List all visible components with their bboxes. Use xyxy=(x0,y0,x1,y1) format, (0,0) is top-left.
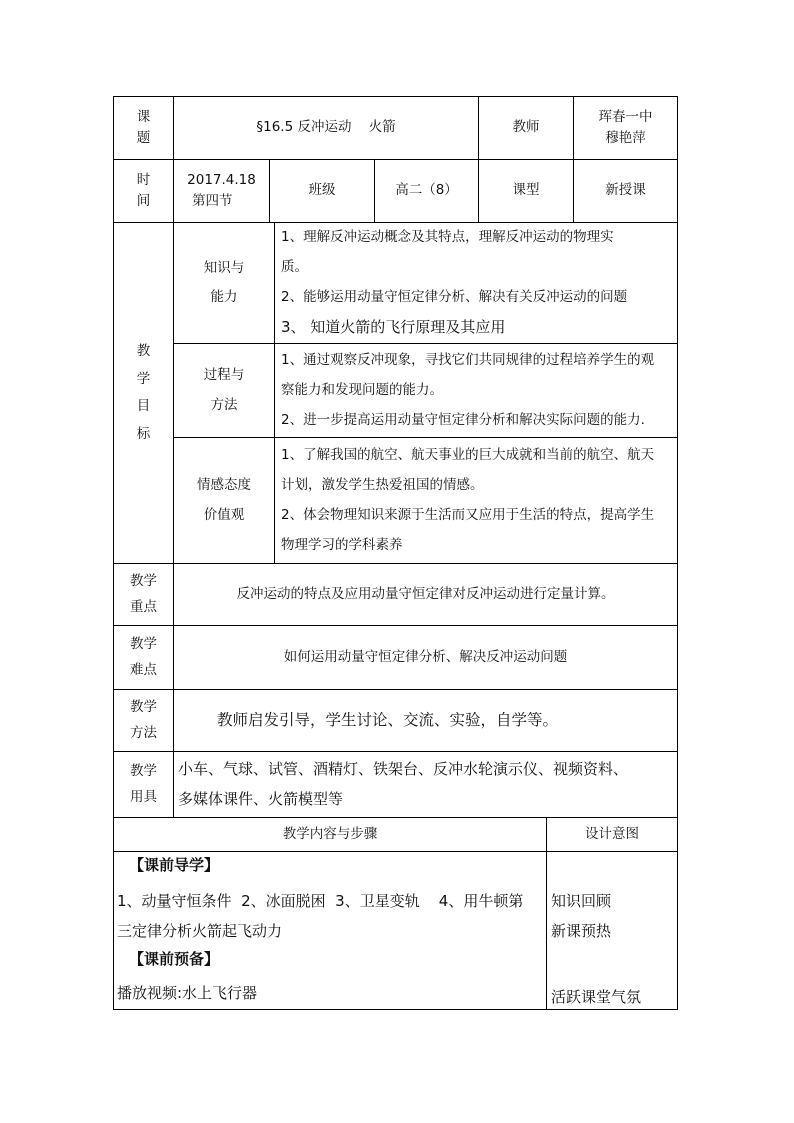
process-items xyxy=(281,345,677,435)
knowledge-item: 3、 知道火箭的飞行原理及其应用 xyxy=(281,318,506,336)
intent-line: 新课预热 xyxy=(551,922,612,940)
grid-line xyxy=(113,751,678,752)
emotion-item: 2、体会物理知识来源于生活而又应用于生活的特点，提高学生 xyxy=(281,507,655,523)
grid-line xyxy=(274,222,275,564)
teacher-value: 珲春一中 穆艳萍 xyxy=(598,108,653,146)
knowledge-item: 质。 xyxy=(281,259,308,275)
knowledge-item: 2、能够运用动量守恒定律分析、解决有关反冲运动的问题 xyxy=(281,289,628,305)
steps-header-content: 教学内容与步骤 xyxy=(282,825,378,842)
intent-line: 知识回顾 xyxy=(551,892,612,910)
emotion-label: 情感态度 价值观 xyxy=(197,477,251,523)
tools-line: 多媒体课件、火箭模型等 xyxy=(178,790,344,808)
preview-line: 1、动量守恒条件 2、冰面脱困 3、卫星变轨 4、用牛顿第 xyxy=(117,892,524,910)
prep-line: 播放视频:水上飞行器 xyxy=(117,984,258,1002)
class-label: 班级 xyxy=(308,182,336,199)
process-item: 2、进一步提高运用动量守恒定律分析和解决实际问题的能力. xyxy=(281,412,645,428)
steps-header-intent: 设计意图 xyxy=(585,825,639,842)
class-value: 高二（8） xyxy=(395,182,458,199)
type-label: 课型 xyxy=(512,182,540,199)
grid-line xyxy=(677,96,678,1010)
method-value: 教师启发引导，学生讨论、交流、实验，自学等。 xyxy=(217,710,559,729)
process-item: 察能力和发现问题的能力。 xyxy=(281,382,443,398)
knowledge-label: 知识与 能力 xyxy=(203,259,245,305)
prep-heading: 【课前预备】 xyxy=(129,950,220,968)
process-label: 过程与 方法 xyxy=(203,367,245,413)
method-label: 教学 方法 xyxy=(130,699,157,741)
tools-line: 小车、气球、试管、酒精灯、铁架台、反冲水轮演示仪、视频资料、 xyxy=(178,760,629,778)
objectives-label: 教 学 目 标 xyxy=(136,343,151,442)
difficulty-value: 如何运用动量守恒定律分析、解决反冲运动问题 xyxy=(283,648,568,665)
time-label: 时 间 xyxy=(136,171,151,209)
process-item: 1、通过观察反冲现象，寻找它们共同规律的过程培养学生的观 xyxy=(281,352,655,368)
topic-label: 课 题 xyxy=(136,108,151,146)
teacher-label: 教师 xyxy=(512,119,540,136)
steps-intent xyxy=(551,886,677,1012)
knowledge-item: 1、理解反冲运动概念及其特点，理解反冲运动的物理实 xyxy=(281,229,614,245)
type-value: 新授课 xyxy=(605,182,646,199)
steps-content xyxy=(117,850,545,1008)
date-value: 2017.4.18 第四节 xyxy=(187,171,256,209)
preview-heading: 【课前导学】 xyxy=(129,856,220,874)
key-points-value: 反冲运动的特点及应用动量守恒定律对反冲运动进行定量计算。 xyxy=(236,585,615,602)
topic-value: §16.5 反冲运动 火箭 xyxy=(256,119,396,136)
emotion-items xyxy=(281,440,677,560)
emotion-item: 计划，激发学生热爱祖国的情感。 xyxy=(281,477,484,493)
difficulty-label: 教学 难点 xyxy=(130,636,157,678)
intent-last: 活跃课堂气氛 xyxy=(551,988,642,1006)
preview-line: 三定律分析火箭起飞动力 xyxy=(117,922,283,940)
key-points-label: 教学 重点 xyxy=(130,573,157,615)
knowledge-items xyxy=(281,222,677,342)
emotion-item: 物理学习的学科素养 xyxy=(281,537,403,553)
tools-label: 教学 用具 xyxy=(130,763,157,805)
emotion-item: 1、了解我国的航空、航天事业的巨大成就和当前的航空、航天 xyxy=(281,447,655,463)
tools-value xyxy=(178,754,677,814)
